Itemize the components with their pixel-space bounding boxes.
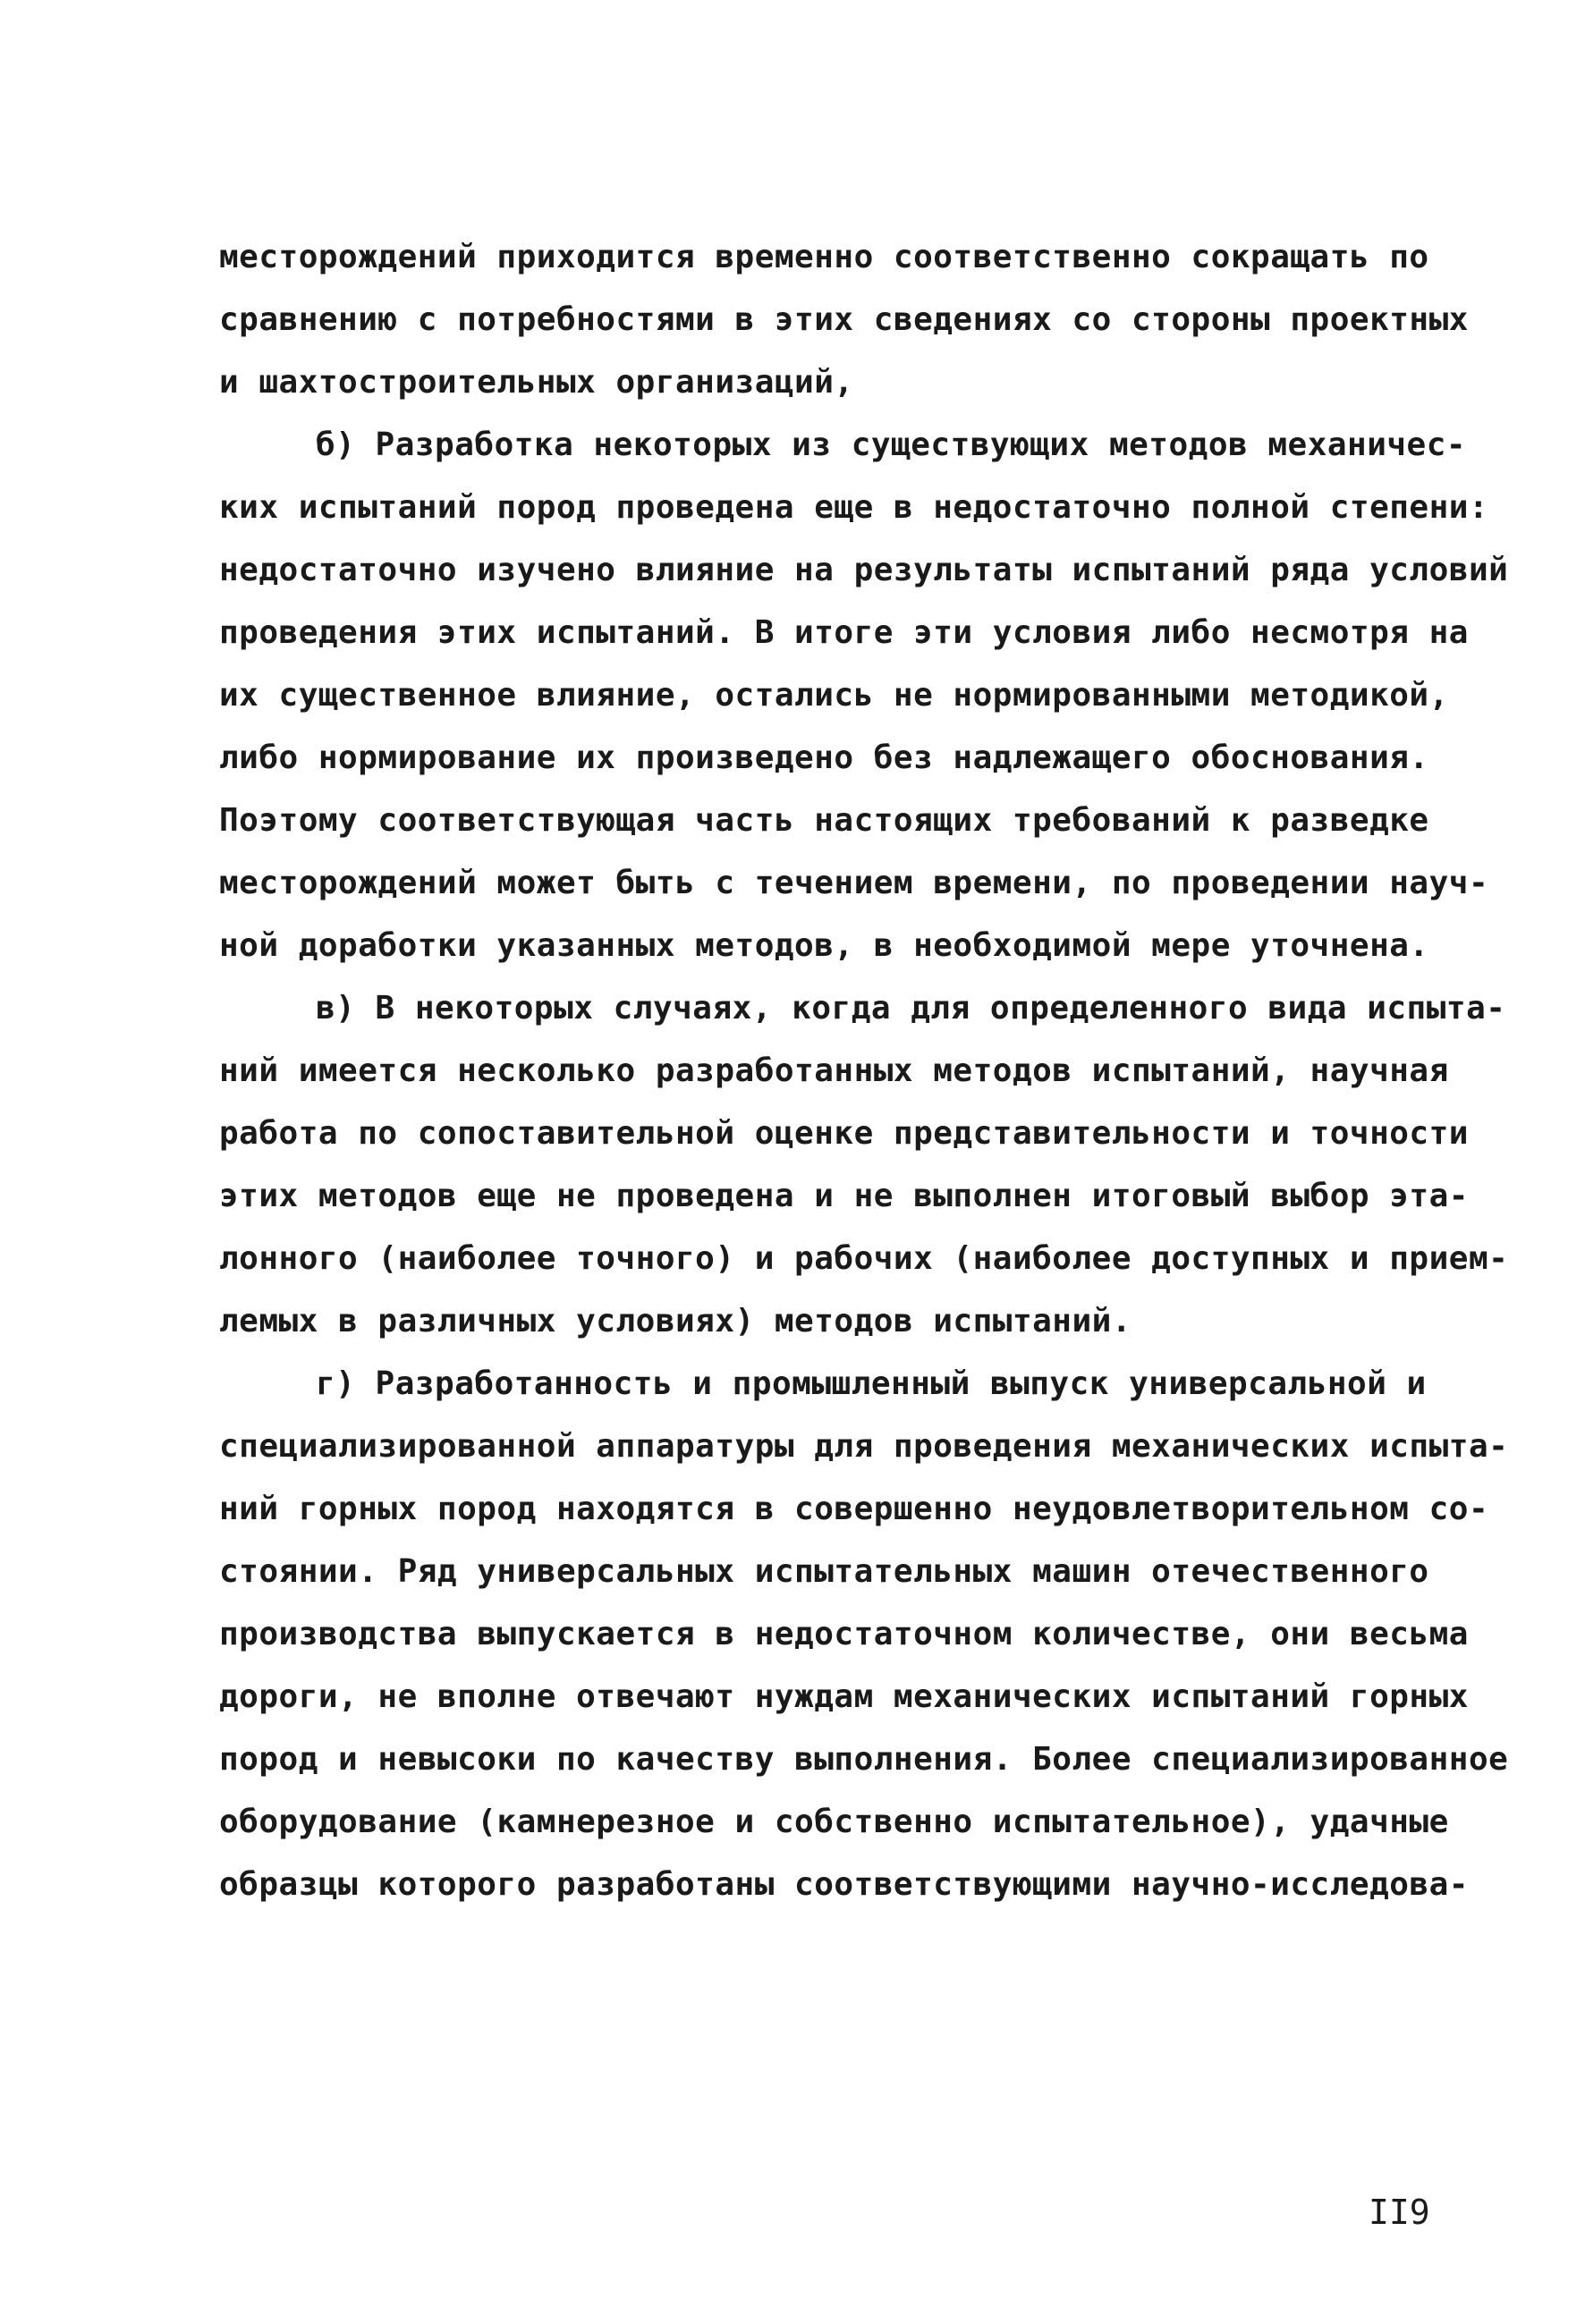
text-line: ких испытаний пород проведена еще в недостаточно полной степени:: [219, 489, 1489, 526]
text-line: образцы которого разработаны соответствующими научно-исследова-: [219, 1866, 1469, 1903]
text-line: специализированной аппаратуры для проведения механических испыта-: [219, 1428, 1509, 1465]
text-line: Поэтому соответствующая часть настоящих требований к разведке: [219, 802, 1429, 839]
text-line: оборудование (камнерезное и собственно испытательное), удачные: [219, 1804, 1449, 1840]
text-line: производства выпускается в недостаточном количестве, они весьма: [219, 1616, 1469, 1652]
paragraph-start: в) В некоторых случаях, когда для определенного вида испыта-: [316, 990, 1506, 1027]
text-line: недостаточно изучено влияние на результаты испытаний ряда условий: [219, 552, 1509, 588]
text-line: и шахтостроительных организаций,: [219, 364, 854, 401]
text-line: их существенное влияние, остались не нормированными методикой,: [219, 677, 1449, 714]
paragraph-start: б) Разработка некоторых из существующих методов механичес-: [316, 427, 1467, 463]
text-line: этих методов еще не проведена и не выполнен итоговый выбор эта-: [219, 1178, 1469, 1214]
text-line: проведения этих испытаний. В итоге эти условия либо несмотря на: [219, 614, 1469, 651]
text-line: пород и невысоки по качеству выполнения. Более специализированное: [219, 1741, 1509, 1778]
text-line: лемых в различных условиях) методов испытаний.: [219, 1303, 1132, 1339]
page-number: II9: [1369, 2193, 1430, 2232]
text-line: дороги, не вполне отвечают нуждам механических испытаний горных: [219, 1678, 1469, 1715]
text-line: месторождений приходится временно соответственно сокращать по: [219, 239, 1429, 275]
text-line: стоянии. Ряд универсальных испытательных машин отечественного: [219, 1553, 1429, 1590]
text-line: работа по сопоставительной оценке представительности и точности: [219, 1115, 1469, 1152]
paragraph-start: г) Разработанность и промышленный выпуск универсальной и: [316, 1365, 1427, 1402]
text-line: лонного (наиболее точного) и рабочих (наиболее доступных и прием-: [219, 1240, 1509, 1277]
text-line: ний горных пород находятся в совершенно неудовлетворительном со-: [219, 1491, 1489, 1527]
text-line: либо нормирование их произведено без надлежащего обоснования.: [219, 739, 1429, 776]
text-line: сравнению с потребностями в этих сведениях со стороны проектных: [219, 301, 1469, 338]
text-line: ний имеется несколько разработанных методов испытаний, научная: [219, 1052, 1449, 1089]
text-line: ной доработки указанных методов, в необходимой мере уточнена.: [219, 927, 1429, 964]
text-line: месторождений может быть с течением времени, по проведении науч-: [219, 865, 1489, 901]
